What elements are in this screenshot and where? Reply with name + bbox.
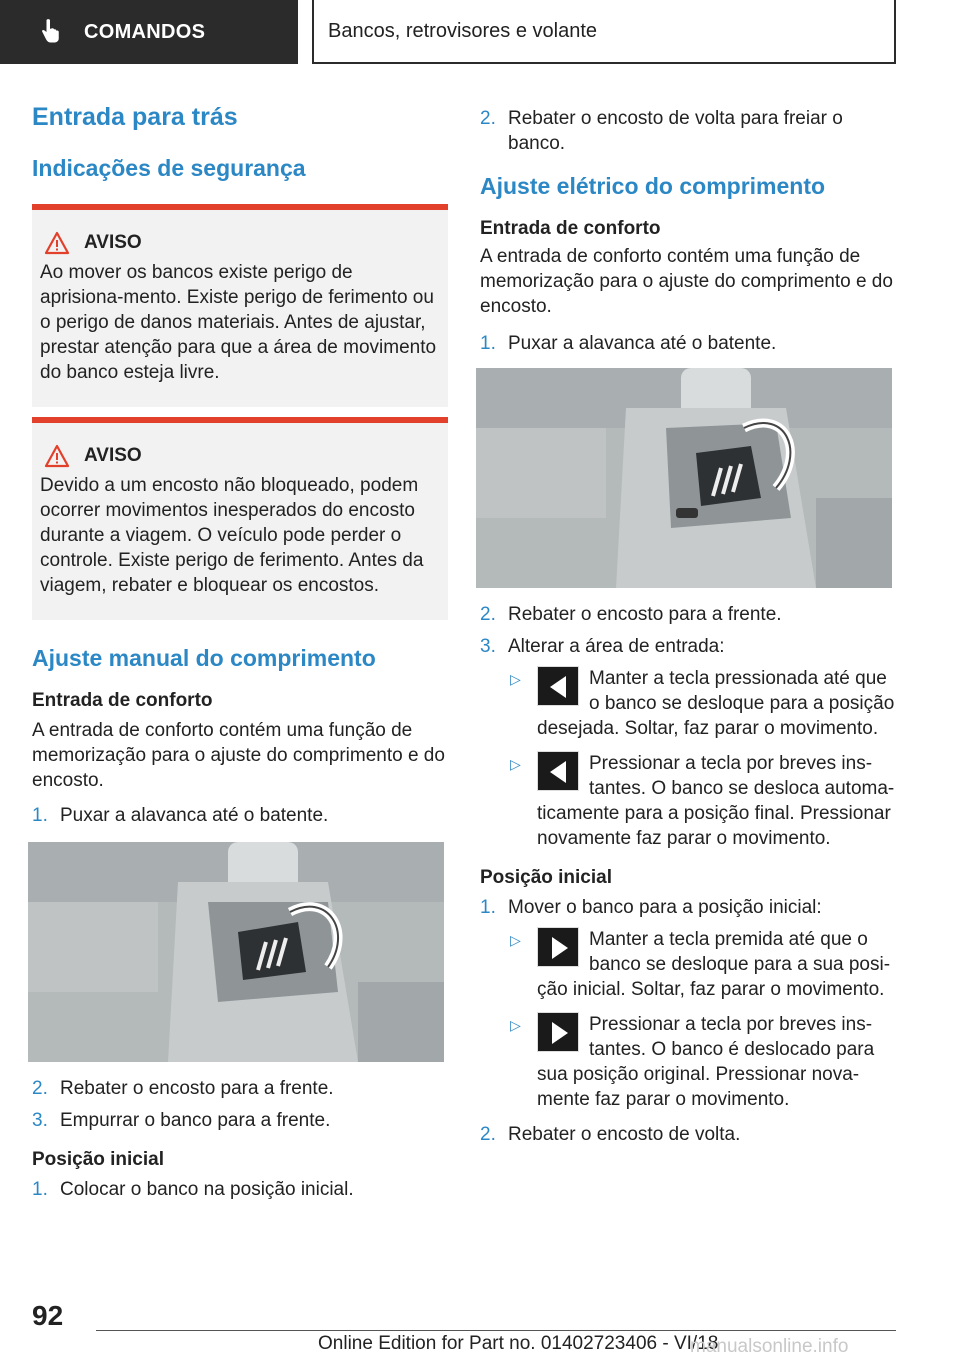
- warning-triangle-icon: [44, 231, 70, 255]
- comfort-entry-title: Entrada de conforto: [32, 690, 213, 711]
- step-list: [32, 1177, 448, 1202]
- chapter-title: Bancos, retrovisores e volante: [328, 19, 598, 42]
- list-item: 2. Rebater o encosto para a frente.: [32, 1078, 334, 1099]
- bullet-triangle-icon: ▷: [510, 671, 521, 687]
- step-list: [32, 803, 448, 828]
- step-list: [480, 331, 896, 356]
- warning-triangle-icon: [44, 444, 70, 468]
- right-column: [480, 106, 896, 1154]
- warning-box: [32, 417, 448, 620]
- list-item: 2. Rebater o encosto de volta para freiar o banco.: [480, 108, 843, 154]
- list-item: 1. Puxar a alavanca até o batente.: [480, 333, 777, 354]
- bullet-triangle-icon: ▷: [510, 756, 521, 772]
- left-column: [32, 100, 448, 1209]
- list-item: ▷ Pressionar a tecla por breves ins‐tantes. O banco é deslocado para sua posição original. Pressionar nova‐mente faz parar o movimento.: [510, 1014, 875, 1110]
- comfort-entry-text: A entrada de conforto contém uma função de memorização para o ajuste do comprimento e do encosto.: [32, 720, 445, 791]
- seat-back-button-icon: [537, 751, 579, 791]
- step-list: [480, 1122, 896, 1147]
- comfort-entry-title: Entrada de conforto: [480, 218, 661, 239]
- warning-box: [32, 204, 448, 407]
- watermark: manualsonline.info: [690, 1336, 849, 1357]
- section-title: Entrada para trás: [32, 103, 238, 131]
- warning-text: Ao mover os bancos existe perigo de aprisiona‐mento. Existe perigo de ferimento ou o perigo de danos materiais. Antes de ajustar, prestar atenção para que a área de movimento do banco esteja livre.: [40, 262, 437, 383]
- initial-position-title: Posição inicial: [480, 867, 612, 888]
- section-label: COMANDOS: [84, 20, 206, 43]
- seat-forward-button-icon: [537, 1012, 579, 1052]
- comfort-entry-text: A entrada de conforto contém uma função de memorização para o ajuste do comprimento e do encosto.: [480, 246, 893, 317]
- bullet-triangle-icon: ▷: [510, 932, 521, 948]
- step-list: [480, 602, 896, 659]
- warning-label: AVISO: [84, 232, 142, 253]
- section-tab: [0, 0, 298, 64]
- lever-photo: [28, 842, 444, 1062]
- electric-adjust-title: Ajuste elétrico do comprimento: [480, 173, 826, 199]
- initial-position-title: Posição inicial: [32, 1149, 164, 1170]
- list-item: 3. Alterar a área de entrada:: [480, 636, 725, 657]
- page-number: 92: [32, 1300, 64, 1331]
- list-item: 1. Puxar a alavanca até o batente.: [32, 805, 329, 826]
- seat-back-button-icon: [537, 666, 579, 706]
- step-list: [480, 895, 896, 920]
- list-item: 1. Mover o banco para a posição inicial:: [480, 897, 822, 918]
- seat-lever-image: [28, 842, 444, 1062]
- edition-text: Online Edition for Part no. 01402723406 - VI/18: [318, 1333, 719, 1354]
- seat-lever-image: [476, 368, 892, 588]
- footer-divider: [96, 1330, 896, 1331]
- manual-adjust-title: Ajuste manual do comprimento: [32, 645, 376, 671]
- list-item: ▷ Manter a tecla pressionada até que o banco se desloque para a posição desejada. Soltar, faz parar o movimento.: [510, 668, 895, 739]
- list-item: 1. Colocar o banco na posição inicial.: [32, 1179, 354, 1200]
- hand-pointer-icon: [36, 18, 64, 46]
- seat-forward-button-icon: [537, 927, 579, 967]
- warning-text: Devido a um encosto não bloqueado, podem ocorrer movimentos inesperados do encosto durante a viagem. O veículo pode perder o controle. Existe perigo de ferimento. Antes da viagem, rebater e bloquear os encostos.: [40, 475, 424, 596]
- step-list: [32, 1076, 448, 1133]
- warning-label: AVISO: [84, 445, 142, 466]
- step-list: [480, 106, 896, 156]
- bullet-triangle-icon: ▷: [510, 1017, 521, 1033]
- chapter-header: [312, 0, 896, 64]
- list-item: 3. Empurrar o banco para a frente.: [32, 1110, 331, 1131]
- list-item: ▷ Pressionar a tecla por breves ins‐tantes. O banco se desloca automa‐ticamente para a posição final. Pressionar novamente faz parar o movimento.: [510, 753, 895, 849]
- list-item: ▷ Manter a tecla premida até que o banco se desloque para a sua posi‐ção inicial. Soltar, faz parar o movimento.: [510, 929, 891, 1000]
- lever-photo: [476, 368, 892, 588]
- list-item: 2. Rebater o encosto para a frente.: [480, 604, 782, 625]
- safety-title: Indicações de segurança: [32, 155, 306, 181]
- list-item: 2. Rebater o encosto de volta.: [480, 1124, 741, 1145]
